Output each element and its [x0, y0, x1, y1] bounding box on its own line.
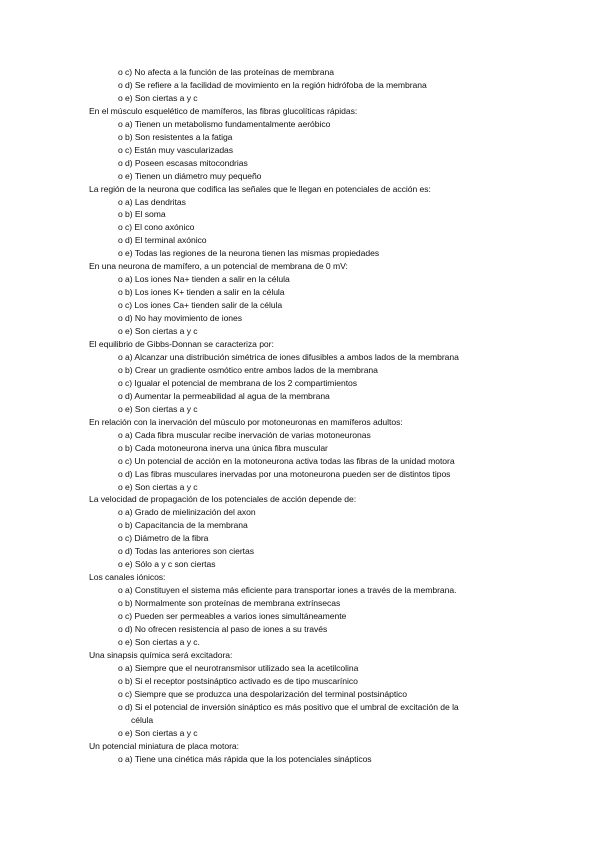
line-text: e) Sólo a y c son ciertas — [125, 559, 216, 570]
line-text: b) Los iones K+ tienden a salir en la célula — [125, 287, 285, 298]
line-text: e) Todas las regiones de la neurona tienen las mismas propiedades — [125, 248, 380, 259]
answer-option — [0, 221, 603, 234]
bullet-icon: o — [118, 92, 123, 103]
bullet-icon: o — [118, 274, 123, 285]
line-text: Los canales iónicos: — [89, 572, 166, 583]
answer-option-continuation — [0, 714, 603, 727]
answer-option — [0, 247, 603, 260]
question-text — [0, 260, 603, 273]
bullet-icon: o — [118, 209, 123, 220]
bullet-icon: o — [118, 131, 123, 142]
line-text: d) Las fibras musculares inervadas por una motoneurona pueden ser de distintos tipos — [125, 468, 451, 479]
bullet-icon: o — [118, 623, 123, 634]
bullet-icon: o — [118, 688, 123, 699]
bullet-icon: o — [118, 390, 123, 401]
line-text: d) No hay movimiento de iones — [125, 313, 243, 324]
answer-option — [0, 753, 603, 766]
bullet-icon: o — [118, 468, 123, 479]
bullet-icon: o — [118, 287, 123, 298]
line-text: a) Tiene una cinética más rápida que la los potenciales sinápticos — [125, 753, 372, 764]
line-text: En relación con la inervación del músculo por motoneuronas en mamíferos adultos: — [89, 416, 403, 427]
bullet-icon: o — [118, 313, 123, 324]
answer-option — [0, 468, 603, 481]
line-text: c) Están muy vascularizadas — [125, 144, 234, 155]
line-text: c) Igualar el potencial de membrana de los 2 compartimientos — [125, 377, 358, 388]
line-text: e) Son ciertas a y c. — [125, 636, 200, 647]
line-text: Una sinapsis química será excitadora: — [89, 649, 233, 660]
bullet-icon: o — [118, 520, 123, 531]
line-text: c) El cono axónico — [125, 222, 195, 233]
line-text: a) Tienen un metabolismo fundamentalmente aeróbico — [125, 118, 331, 129]
line-text: a) Constituyen el sistema más eficiente para transportar iones a través de la membrana. — [125, 585, 457, 596]
line-text: a) Alcanzar una distribución simétrica de iones difusibles a ambos lados de la membrana — [125, 351, 459, 362]
bullet-icon: o — [118, 222, 123, 233]
answer-option — [0, 558, 603, 571]
answer-option — [0, 701, 603, 714]
answer-option — [0, 79, 603, 92]
answer-option — [0, 455, 603, 468]
answer-option — [0, 662, 603, 675]
bullet-icon: o — [118, 481, 123, 492]
line-text: d) Si el potencial de inversión sináptico es más positivo que el umbral de excitación de la — [125, 701, 459, 712]
line-text: c) No afecta a la función de las proteínas de membrana — [125, 67, 334, 77]
answer-option — [0, 636, 603, 649]
line-text: célula — [131, 714, 154, 725]
bullet-icon: o — [118, 636, 123, 647]
bullet-icon: o — [118, 727, 123, 738]
answer-option — [0, 597, 603, 610]
bullet-icon: o — [118, 79, 123, 90]
bullet-icon: o — [118, 300, 123, 311]
line-text: b) Capacitancia de la membrana — [125, 520, 248, 531]
answer-option — [0, 325, 603, 338]
line-text: c) Siempre que se produzca una despolarización del terminal postsináptico — [125, 688, 408, 699]
answer-option — [0, 403, 603, 416]
line-text: e) Son ciertas a y c — [125, 727, 198, 738]
line-text: Un potencial miniatura de placa motora: — [89, 740, 239, 751]
line-text: d) El terminal axónico — [125, 235, 207, 246]
answer-option — [0, 390, 603, 403]
bullet-icon: o — [118, 248, 123, 259]
bullet-icon: o — [118, 598, 123, 609]
answer-option — [0, 442, 603, 455]
question-text — [0, 416, 603, 429]
question-list — [0, 66, 603, 765]
answer-option — [0, 208, 603, 221]
line-text: b) El soma — [125, 209, 166, 220]
answer-option — [0, 532, 603, 545]
answer-option — [0, 170, 603, 183]
line-text: a) Las dendritas — [125, 196, 186, 207]
line-text: En una neurona de mamífero, a un potencial de membrana de 0 mV: — [89, 261, 348, 272]
line-text: e) Son ciertas a y c — [125, 326, 198, 337]
answer-option — [0, 675, 603, 688]
answer-option — [0, 364, 603, 377]
question-text — [0, 183, 603, 196]
answer-option — [0, 584, 603, 597]
answer-option — [0, 351, 603, 364]
line-text: c) Los iones Ca+ tienden salir de la célula — [125, 300, 283, 311]
bullet-icon: o — [118, 662, 123, 673]
question-text — [0, 571, 603, 584]
bullet-icon: o — [118, 546, 123, 557]
line-text: c) Pueden ser permeables a varios iones simultáneamente — [125, 611, 347, 622]
line-text: d) Poseen escasas mitocondrias — [125, 157, 248, 168]
bullet-icon: o — [118, 585, 123, 596]
answer-option — [0, 481, 603, 494]
bullet-icon: o — [118, 753, 123, 764]
bullet-icon: o — [118, 559, 123, 570]
bullet-icon: o — [118, 170, 123, 181]
answer-option — [0, 519, 603, 532]
line-text: e) Son ciertas a y c — [125, 92, 198, 103]
line-text: b) Son resistentes a la fatiga — [125, 131, 233, 142]
answer-option — [0, 429, 603, 442]
bullet-icon: o — [118, 701, 123, 712]
question-text — [0, 649, 603, 662]
bullet-icon: o — [118, 351, 123, 362]
line-text: e) Son ciertas a y c — [125, 481, 198, 492]
bullet-icon: o — [118, 144, 123, 155]
bullet-icon: o — [118, 455, 123, 466]
bullet-icon: o — [118, 326, 123, 337]
answer-option — [0, 545, 603, 558]
line-text: La región de la neurona que codifica las señales que le llegan en potenciales de acción es: — [89, 183, 431, 194]
bullet-icon: o — [118, 675, 123, 686]
line-text: e) Son ciertas a y c — [125, 403, 198, 414]
question-text — [0, 105, 603, 118]
bullet-icon: o — [118, 235, 123, 246]
answer-option — [0, 506, 603, 519]
bullet-icon: o — [118, 507, 123, 518]
answer-option — [0, 377, 603, 390]
bullet-icon: o — [118, 118, 123, 129]
answer-option — [0, 196, 603, 209]
bullet-icon: o — [118, 403, 123, 414]
question-text — [0, 740, 603, 753]
line-text: b) Cada motoneurona inerva una única fibra muscular — [125, 442, 328, 453]
line-text: a) Los iones Na+ tienden a salir en la célula — [125, 274, 290, 285]
answer-option — [0, 157, 603, 170]
question-text — [0, 493, 603, 506]
line-text: d) Todas las anteriores son ciertas — [125, 546, 254, 557]
line-text: d) Se refiere a la facilidad de movimiento en la región hidrófoba de la membrana — [125, 79, 427, 90]
bullet-icon: o — [118, 429, 123, 440]
bullet-icon: o — [118, 377, 123, 388]
answer-option — [0, 66, 603, 79]
answer-option — [0, 144, 603, 157]
line-text: c) Un potencial de acción en la motoneurona activa todas las fibras de la unidad motora — [125, 455, 455, 466]
bullet-icon: o — [118, 196, 123, 207]
bullet-icon: o — [118, 364, 123, 375]
bullet-icon: o — [118, 67, 123, 77]
bullet-icon: o — [118, 611, 123, 622]
line-text: d) Aumentar la permeabilidad al agua de la membrana — [125, 390, 330, 401]
line-text: El equilibrio de Gibbs-Donnan se caracteriza por: — [89, 339, 274, 350]
answer-option — [0, 299, 603, 312]
bullet-icon: o — [118, 442, 123, 453]
line-text: e) Tienen un diámetro muy pequeño — [125, 170, 262, 181]
question-text — [0, 338, 603, 351]
answer-option — [0, 118, 603, 131]
answer-option — [0, 727, 603, 740]
line-text: a) Grado de mielinización del axon — [125, 507, 256, 518]
answer-option — [0, 312, 603, 325]
bullet-icon: o — [118, 533, 123, 544]
answer-option — [0, 273, 603, 286]
line-text: d) No ofrecen resistencia al paso de iones a su través — [125, 623, 328, 634]
line-text: b) Si el receptor postsináptico activado es de tipo muscarínico — [125, 675, 358, 686]
answer-option — [0, 286, 603, 299]
bullet-icon: o — [118, 157, 123, 168]
answer-option — [0, 610, 603, 623]
answer-option — [0, 92, 603, 105]
line-text: b) Normalmente son proteínas de membrana extrínsecas — [125, 598, 341, 609]
line-text: La velocidad de propagación de los potenciales de acción depende de: — [89, 494, 357, 505]
answer-option — [0, 688, 603, 701]
line-text: a) Siempre que el neurotransmisor utilizado sea la acetilcolina — [125, 662, 359, 673]
line-text: En el músculo esquelético de mamíferos, las fibras glucolíticas rápidas: — [89, 105, 358, 116]
line-text: a) Cada fibra muscular recibe inervación de varias motoneuronas — [125, 429, 371, 440]
line-text: b) Crear un gradiente osmótico entre ambos lados de la membrana — [125, 364, 378, 375]
answer-option — [0, 623, 603, 636]
line-text: c) Diámetro de la fibra — [125, 533, 209, 544]
answer-option — [0, 131, 603, 144]
answer-option — [0, 234, 603, 247]
